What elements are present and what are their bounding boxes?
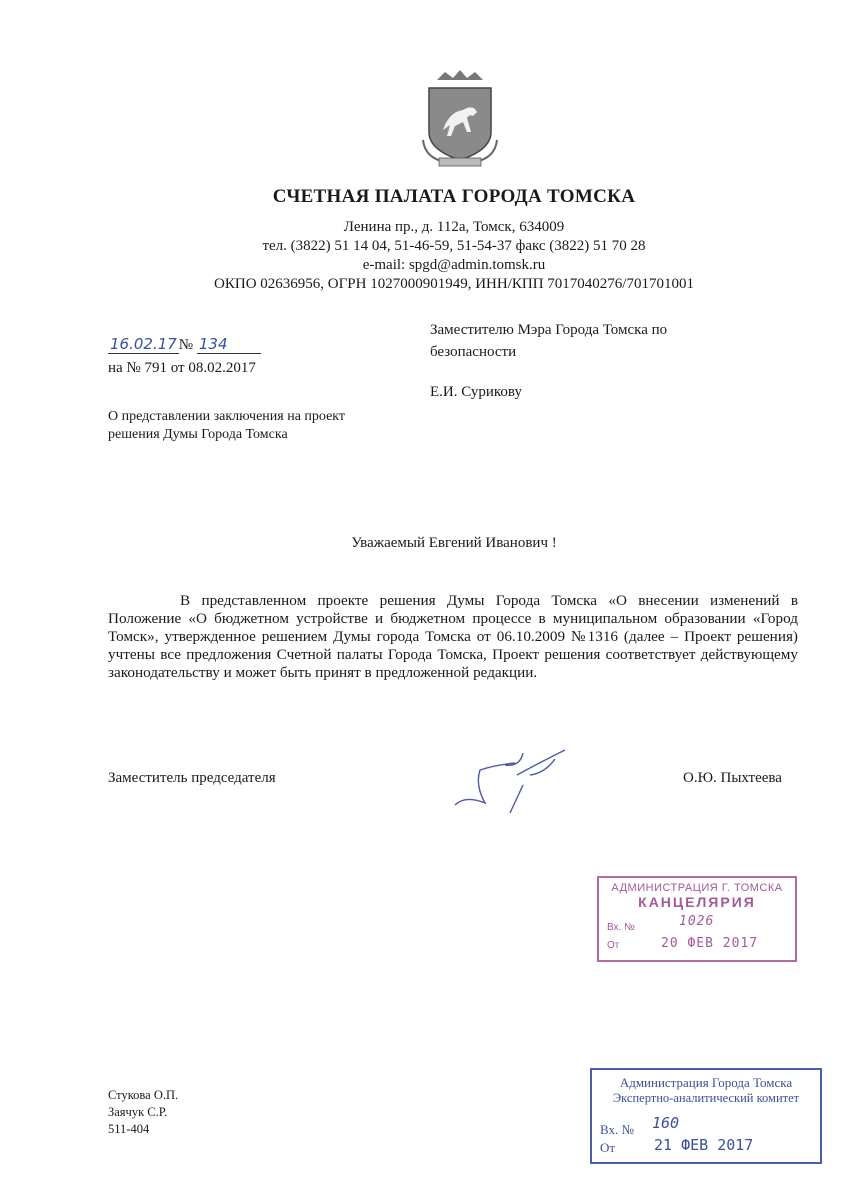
stamp-date: 20 ФЕВ 2017: [661, 936, 759, 951]
address-line: Ленина пр., д. 112а, Томск, 634009: [343, 219, 565, 235]
stamp-from-label: От: [607, 940, 620, 951]
outgoing-number-value: 134: [197, 335, 261, 354]
body-paragraph: В представленном проекте решения Думы Города Томска «О внесении изменений в Положение «О бюджетном устройстве и бюджетном процессе в муниципальном образовании «Город Томск», утвержденное решением Думы города Томска от 06.10.2009 №1316 (далее – Проект решения) учтены все предложения Счетной палаты Города Томска, Проект решения соответствует действующему законодательству и может быть принят в предложенной редакции.: [108, 592, 798, 681]
executor-info: [108, 1087, 178, 1138]
registry-line: ОКПО 02636956, ОГРН 1027000901949, ИНН/КПП 7017040276/701701001: [214, 276, 694, 292]
stamp-line-2: Экспертно-аналитический комитет: [612, 1091, 800, 1105]
letter-subject: О представлении заключения на проект решения Думы Города Томска: [108, 409, 346, 442]
number-sign: №: [178, 337, 194, 353]
stamp-line-2: КАНЦЕЛЯРИЯ: [638, 894, 756, 910]
outgoing-date: 16.02.17: [110, 335, 177, 353]
signatory-name: О.Ю. Пыхтеева: [683, 770, 782, 786]
stamp-in-number: 1026: [679, 914, 715, 929]
executor-line: Заячук С.Р.: [108, 1105, 168, 1119]
addressee-name: Е.И. Сурикову: [430, 384, 522, 400]
stamp-line-1: Администрация Города Томска: [619, 1075, 793, 1090]
committee-stamp: [590, 1068, 822, 1164]
executor-phone: 511-404: [108, 1122, 150, 1136]
signatory-title: Заместитель председателя: [108, 770, 276, 786]
chancellery-stamp: [597, 876, 797, 962]
stamp-in-label: Вх. №: [600, 1122, 634, 1137]
city-coat-of-arms-icon: [415, 70, 505, 170]
executor-line: Стукова О.П.: [108, 1088, 179, 1102]
contact-block: [0, 218, 850, 294]
phones-line: тел. (3822) 51 14 04, 51-46-59, 51-54-37 факс (3822) 51 70 28: [262, 238, 646, 254]
addressee-position: Заместителю Мэра Города Томска по безопасности: [430, 322, 668, 360]
stamp-in-number: 160: [652, 1114, 680, 1132]
stamp-in-label: Вх. №: [607, 922, 635, 933]
organization-title: СЧЕТНАЯ ПАЛАТА ГОРОДА ТОМСКА: [272, 186, 636, 207]
handwritten-signature: [445, 745, 585, 815]
stamp-line-1: АДМИНИСТРАЦИЯ Г. ТОМСКА: [611, 882, 783, 894]
email-line: e-mail: spgd@admin.tomsk.ru: [362, 257, 546, 273]
letter-body: [108, 592, 798, 682]
greeting: Уважаемый Евгений Иванович !: [351, 535, 557, 551]
stamp-from-label: От: [600, 1140, 616, 1155]
stamp-date: 21 ФЕВ 2017: [654, 1136, 754, 1154]
reference-number: на № 791 от 08.02.2017: [108, 360, 256, 376]
addressee-block: [430, 319, 750, 403]
outgoing-number: [108, 335, 261, 354]
